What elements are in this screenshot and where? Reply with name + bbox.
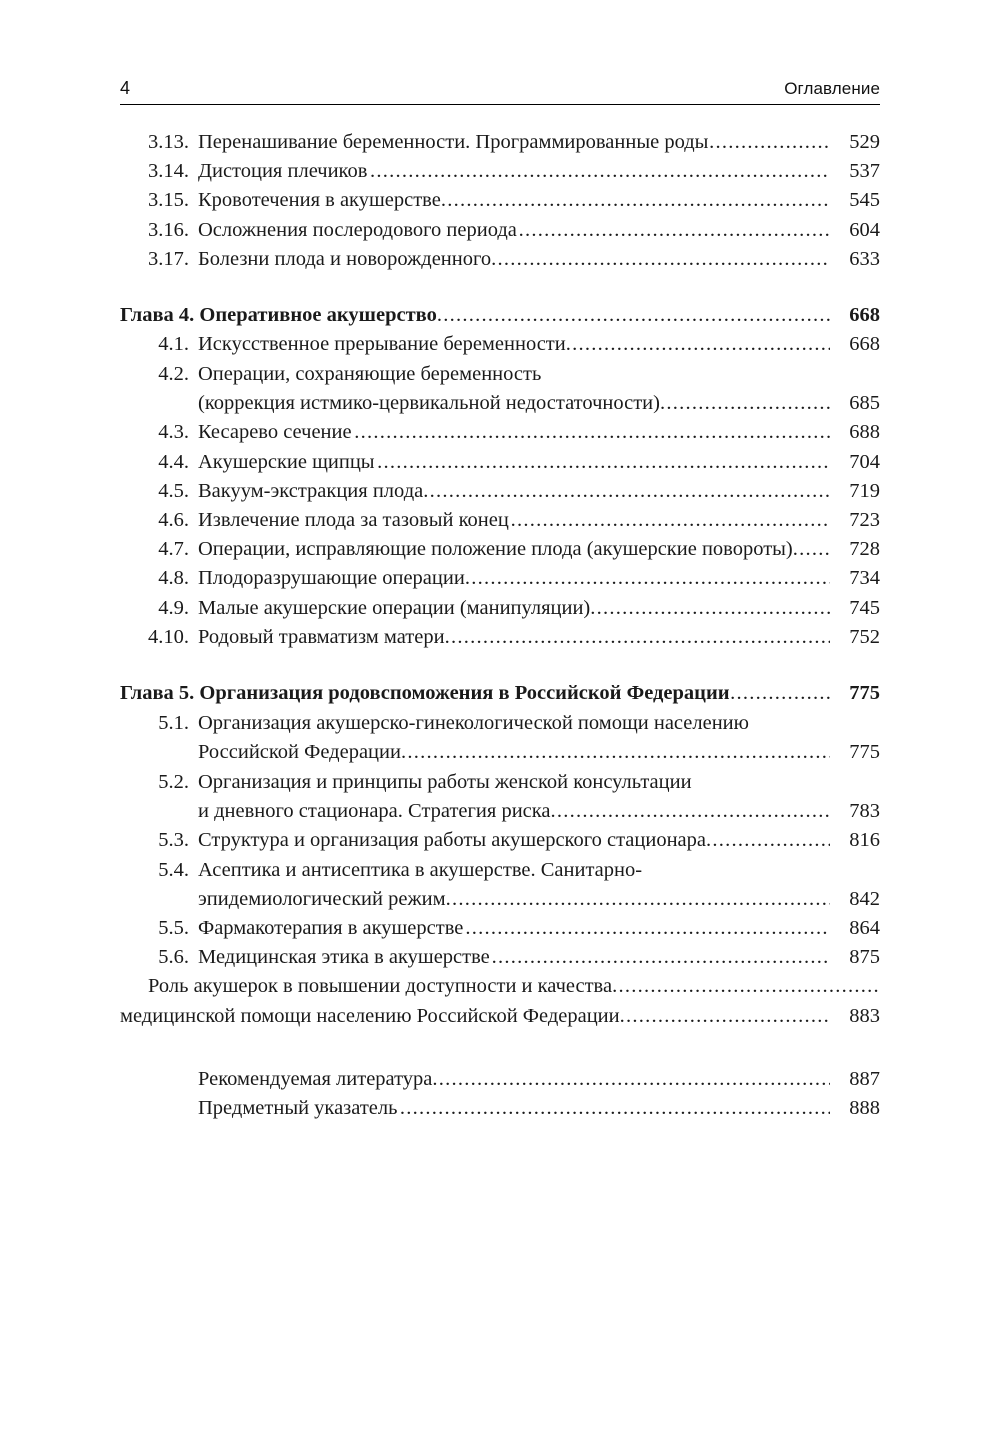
dot-leader [692,767,880,788]
toc-entry-label-line2: медицинской помощи населению Российской Федерации [120,1004,620,1027]
toc-entry[interactable] [120,245,880,274]
toc-entry[interactable] [120,623,880,652]
toc-entry-page: 734 [849,567,880,590]
toc-entry[interactable] [120,330,880,359]
toc-entry-label: Дистоция плечиков [198,160,368,183]
toc-entry-page: 723 [849,508,880,531]
toc-entry-number: 3.13. [148,131,189,153]
dot-leader [706,830,830,851]
dot-leader [749,708,880,729]
toc-entry-number: 5.2. [158,770,189,793]
toc-entry-page: 887 [849,1067,880,1090]
section-gap [120,652,880,679]
toc-entry[interactable] [120,128,880,157]
toc-entry-page: 633 [849,247,880,270]
dot-leader [401,742,830,763]
toc-entry-label: Осложнения послеродового периода [198,218,517,241]
section-gap [120,274,880,301]
toc-entry[interactable] [120,564,880,593]
dot-leader [354,422,830,443]
toc-entry-label: Предметный указатель [198,1097,398,1120]
toc-entry-page: 704 [849,450,880,473]
toc-entry-continuation[interactable] [120,389,880,418]
toc-entry-label: Рекомендуемая литература [198,1067,433,1090]
dot-leader [793,539,830,560]
toc-entry[interactable] [120,359,880,389]
dot-leader [441,190,830,211]
toc-entry-number: 5.3. [158,828,189,851]
toc-entry-page: 545 [849,189,880,212]
dot-leader [541,359,880,380]
toc-entry-number: 3.17. [148,247,189,270]
dot-leader [642,855,880,876]
toc-entry-label: Структура и организация работы акушерского стационара [198,828,707,851]
toc-backmatter-entry[interactable] [120,1094,880,1123]
dot-leader [437,305,830,326]
dot-leader [492,947,830,968]
toc-entry[interactable] [120,767,880,797]
dot-leader [445,627,830,648]
dot-leader [519,220,830,241]
toc-entry-label: Плодоразрушающие операции [198,567,465,590]
dot-leader [551,801,830,822]
toc-entry-page: 783 [849,799,880,822]
toc-entry-page: 728 [849,538,880,561]
toc-chapter-title: Глава 4. Оперативное акушерство [120,304,437,327]
toc-entry-label-line2: эпидемиологический режим [198,887,446,910]
toc-entry-label: Организация и принципы работы женской консультации [198,770,692,793]
toc-entry-label: Кесарево сечение [198,421,352,444]
toc-chapter-heading[interactable] [120,301,880,330]
toc-entry-number: 5.4. [158,858,189,881]
running-head [120,78,880,105]
toc-entry-page: 842 [849,887,880,910]
toc-entry[interactable] [120,914,880,943]
toc-entry-number: 5.5. [158,917,189,940]
toc-entry[interactable] [120,855,880,885]
toc-entry[interactable] [120,826,880,855]
toc-entry-label: Медицинская этика в акушерстве [198,946,490,969]
toc-entry-page: 888 [849,1097,880,1120]
toc-entry[interactable] [120,186,880,215]
toc-entry-label: Асептика и антисептика в акушерстве. Санитарно- [198,858,643,881]
toc-entry-continuation[interactable] [120,797,880,826]
toc-entry-continuation[interactable] [120,738,880,767]
toc-entry-number: 4.10. [148,625,189,648]
toc-entry[interactable] [120,535,880,564]
dot-leader [511,510,830,531]
toc-entry-label: Родовый травматизм матери [198,625,445,648]
toc-entry-number: 4.2. [158,362,189,385]
toc-entry-page: 685 [849,392,880,415]
toc-entry-label: Операции, сохраняющие беременность [198,362,542,385]
toc-entry-label: Извлечение плода за тазовый конец [198,508,509,531]
toc-entry-label: Вакуум-экстракция плода [198,479,424,502]
page-content [120,78,880,1123]
toc-entry-label-line2: Российской Федерации [198,740,401,763]
dot-leader [709,132,830,153]
toc-entry-number: 4.3. [158,421,189,444]
toc-entry-number: 5.6. [158,946,189,969]
dot-leader [660,393,830,414]
dot-leader [730,683,830,704]
toc-entry-label: Кровотечения в акушерстве [198,189,441,212]
dot-leader [423,481,830,502]
toc-entry-label-line2: (коррекция истмико-цервикальной недостаточности) [198,392,660,415]
toc-backmatter-entry[interactable] [120,1065,880,1094]
toc-entry-page: 816 [849,828,880,851]
toc-entry-label: Малые акушерские операции (манипуляции) [198,596,591,619]
toc-entry[interactable] [120,448,880,477]
toc-entry-label: Фармакотерапия в акушерстве [198,917,464,940]
toc-chapter-page: 775 [849,681,880,704]
dot-leader [590,598,830,619]
dot-leader [370,161,830,182]
page-folio-number: 4 [120,78,131,98]
toc-entry-label: Болезни плода и новорожденного [198,247,492,270]
dot-leader [465,568,830,589]
toc-entry-page: 864 [849,917,880,940]
toc-entry-number: 3.16. [148,218,189,241]
toc-entry-label: Искусственное прерывание беременности [198,333,566,356]
toc-entry-page: 883 [849,1004,880,1027]
toc-entry-page: 745 [849,596,880,619]
toc-entry-page: 775 [849,740,880,763]
toc-entry-label-line2: и дневного стационара. Стратегия риска [198,799,551,822]
toc-entry[interactable] [120,594,880,623]
toc-entry-page: 875 [849,946,880,969]
toc-entry-number: 4.6. [158,508,189,531]
toc-entry-number: 3.14. [148,160,189,183]
dot-leader [400,1098,830,1119]
toc-chapter-heading[interactable] [120,679,880,708]
dot-leader [491,249,830,270]
toc-entry-label: Акушерские щипцы [198,450,375,473]
running-head-title: Оглавление [784,79,880,98]
toc-entry-page: 688 [849,421,880,444]
toc-entry-continuation[interactable] [120,885,880,914]
toc-entry-number: 4.5. [158,479,189,502]
toc-chapter-title: Глава 5. Организация родовспоможения в Российской Федерации [120,681,730,704]
dot-leader [377,452,830,473]
toc-entry-number: 3.15. [148,189,189,212]
dot-leader [432,1069,830,1090]
dot-leader [612,976,880,997]
toc-entry-number: 4.1. [158,333,189,356]
table-of-contents [120,128,880,1123]
toc-entry-page: 752 [849,625,880,648]
toc-entry[interactable] [120,477,880,506]
toc-entry[interactable] [120,943,880,972]
toc-entry-number: 5.1. [158,711,189,734]
dot-leader [566,334,830,355]
toc-entry[interactable] [120,506,880,535]
toc-entry-label: Роль акушерок в повышении доступности и качества [148,975,613,998]
toc-entry-extra-line2[interactable] [120,1002,880,1031]
toc-entry-number: 4.4. [158,450,189,473]
toc-entry-number: 4.8. [158,567,189,590]
toc-entry-number: 4.7. [158,538,189,561]
toc-entry-page: 529 [849,131,880,153]
toc-entry[interactable] [120,216,880,245]
dot-leader [620,1006,830,1027]
toc-entry-label: Организация акушерско-гинекологической помощи населению [198,711,749,734]
toc-entry-label: Перенашивание беременности. Программированные роды [198,131,709,153]
dot-leader [446,889,830,910]
toc-entry-label: Операции, исправляющие положение плода (акушерские повороты) [198,538,793,561]
toc-entry-page: 719 [849,479,880,502]
toc-entry-number: 4.9. [158,596,189,619]
toc-entry-extra-line1[interactable] [120,972,880,1001]
toc-entry[interactable] [120,418,880,447]
toc-entry-page: 537 [849,160,880,183]
section-gap [120,1031,880,1065]
toc-entry[interactable] [120,708,880,738]
toc-entry[interactable] [120,157,880,186]
dot-leader [465,918,830,939]
toc-entry-page: 668 [849,333,880,356]
toc-chapter-page: 668 [849,304,880,327]
toc-entry-page: 604 [849,218,880,241]
